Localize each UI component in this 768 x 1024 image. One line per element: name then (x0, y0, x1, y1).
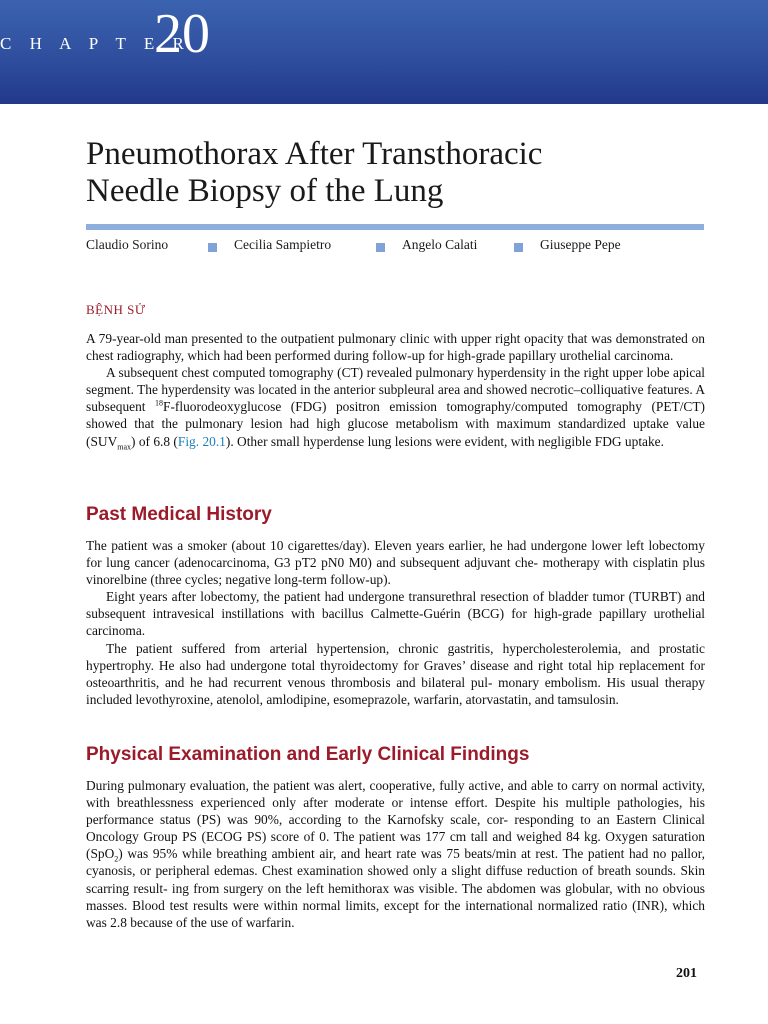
author-name: Angelo Calati (402, 237, 478, 252)
title-line-2: Needle Biopsy of the Lung (86, 173, 444, 209)
figure-link[interactable]: Fig. 20.1 (177, 433, 226, 449)
pmh-paragraph: Eight years after lobectomy, the patient had undergone transurethral resection of bladder tumor (TURBT) and subsequent intravesical instillations with bacillus Calmette-Guérin (BCG) for high-grade papillary urothelial carcinoma. (86, 589, 705, 639)
chapter-label: C H A P T E R (0, 34, 191, 53)
pmh-paragraph: The patient suffered from arterial hypertension, chronic gastritis, hypercholesterolemia, and prostatic hypertrophy. He also had undergone total thyroidectomy for Graves’ disease and right total hip replacement for osteoarthritis, and he had recurrent venous thrombosis and bilateral pul- monary embolism. His usual therapy included levothyroxine, atenolol, amlodipine, esomeprazole, warfarin, atorvastatin, and tamsulosin. (86, 640, 705, 707)
history-section (86, 330, 705, 450)
author-separator (376, 243, 385, 252)
heading-physical-examination: Physical Examination and Early Clinical Findings (86, 744, 530, 765)
chapter-banner (0, 0, 768, 104)
author-separator (208, 243, 217, 252)
author-name: Claudio Sorino (86, 237, 169, 252)
pmh-section (86, 537, 705, 708)
history-paragraph: A subsequent chest computed tomography (CT) revealed pulmonary hyperdensity in the right upper lobe apical segment. The hyperdensity was located in the anterior subpleural area and showed necrotic–colliquative features. A subsequent $^{18}$F-fluorodeoxyglucose (FDG) positron emission tomography/computed tomography (PET/CT) showed that the pulmonary lesion had high glucose metabolism with maximum standardized uptake value $(SUV_{max})$ of 6.8 (Fig. 20.1). Other small hyperdense lung lesions were evident, with negligible FDG uptake. (86, 365, 705, 452)
title-rule (86, 224, 704, 230)
page-number: 201 (676, 966, 697, 981)
pmh-paragraph: The patient was a smoker (about 10 cigarettes/day). Eleven years earlier, he had undergone lower left lobectomy for lung cancer (adenocarcinoma, G3 pT2 pN0 M0) and subsequent adjuvant che- motherapy with cisplatin plus vinorelbine (three cycles; negative long-term follow-up). (86, 538, 705, 588)
heading-past-medical-history: Past Medical History (86, 504, 272, 525)
author-name: Cecilia Sampietro (234, 237, 332, 252)
chapter-number: 20 (154, 3, 210, 65)
author-separator (514, 243, 523, 252)
section-label-history: BỆNH SỬ (86, 302, 146, 317)
chapter-title (86, 136, 706, 210)
exam-section (86, 777, 705, 931)
author-name: Giuseppe Pepe (540, 237, 621, 252)
author-list (86, 237, 706, 255)
history-paragraph: A 79-year-old man presented to the outpatient pulmonary clinic with upper right opacity that was demonstrated on chest radiography, which had been performed during follow-up for high-grade papillary urothelial carcinoma. (86, 331, 705, 364)
exam-paragraph: During pulmonary evaluation, the patient was alert, cooperative, fully active, and able to carry on normal activity, with breathlessness experienced only after moderate or intense effort. Despite his multiple pathologies, his performance status (PS) was 90%, according to the Karnofsky scale, cor- responding to an Eastern Clinical Oncology Group PS (ECOG PS) score of 0. The patient was 177 cm tall and weighed 84 kg. Oxygen saturation (SpO$_2$) was 95% while breathing ambient air, and heart rate was 75 beats/min at rest. The patient had no pallor, cyanosis, or peripheral edemas. Chest examination showed only a slight diffuse reduction of breath sounds. Skin scarring result- ing from surgery on the left hemithorax was visible. The abdomen was globular, with no obvious masses. Blood test results were within normal limits, except for the international normalized ratio (INR), which was 2.8 because of the use of warfarin. (86, 778, 705, 930)
title-line-1: Pneumothorax After Transthoracic (86, 136, 543, 172)
